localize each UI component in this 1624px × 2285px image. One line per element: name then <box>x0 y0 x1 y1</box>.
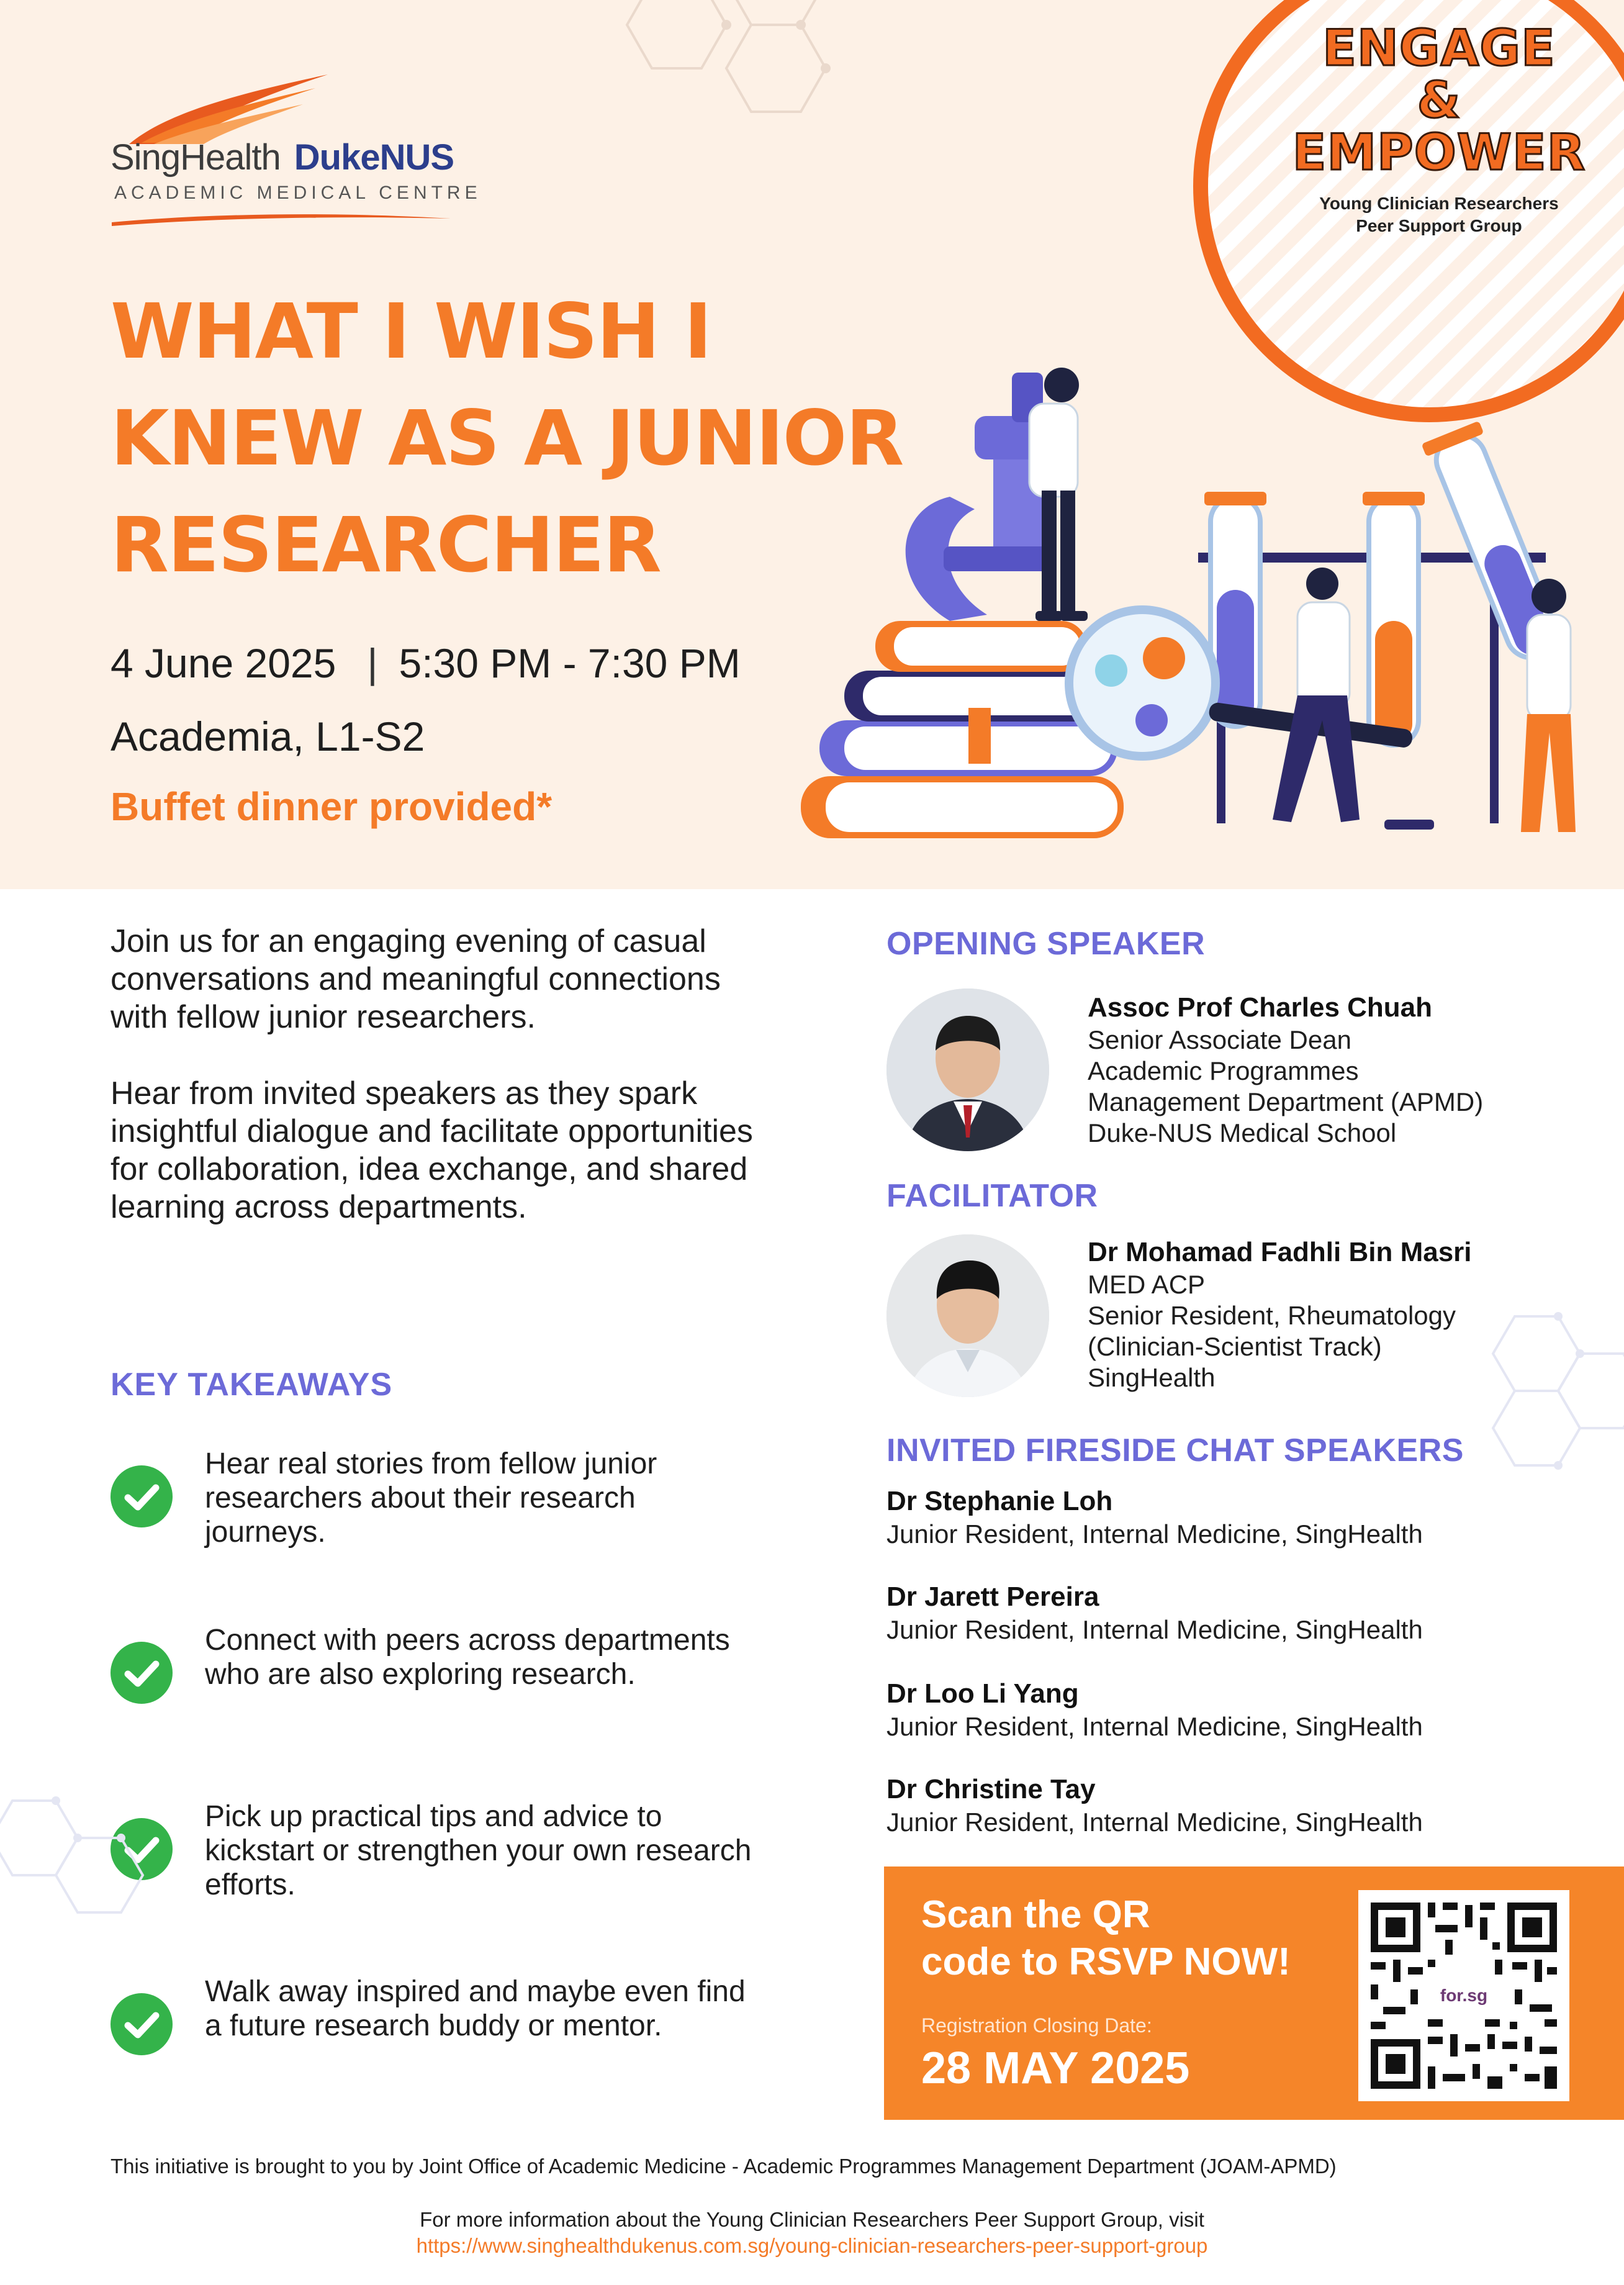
event-title-line2: KNEW AS A JUNIOR <box>111 394 903 482</box>
logo-underline <box>111 210 452 228</box>
fireside-speaker-name: Dr Christine Tay <box>886 1774 1096 1804</box>
brand-dukenus: DukeNUS <box>294 137 454 178</box>
opening-speaker-photo <box>886 989 1049 1151</box>
fireside-speaker-role: Junior Resident, Internal Medicine, SingHealth <box>886 1615 1423 1644</box>
event-date: 4 June 2025 <box>111 640 336 686</box>
opening-speaker-heading: OPENING SPEAKER <box>886 926 1206 962</box>
check-circle-icon <box>111 1642 173 1704</box>
brand-text <box>111 137 454 178</box>
food-note: Buffet dinner provided* <box>111 784 553 829</box>
intro-paragraph-1: Join us for an engaging evening of casual conversations and meaningful connections with fellow junior researchers. <box>111 923 721 1035</box>
facilitator-photo <box>886 1234 1049 1397</box>
fireside-speaker-role: Junior Resident, Internal Medicine, SingHealth <box>886 1519 1423 1549</box>
facilitator-line1: MED ACP <box>1088 1270 1206 1299</box>
qr-center-label: for.sg <box>1428 1981 1500 2011</box>
takeaway-item <box>111 1623 769 1735</box>
facilitator-name: Dr Mohamad Fadhli Bin Masri <box>1088 1237 1472 1267</box>
badge-subtitle-line2: Peer Support Group <box>1356 216 1522 235</box>
fireside-speaker-name: Dr Jarett Pereira <box>886 1581 1099 1612</box>
opening-speaker-details <box>1088 992 1597 1149</box>
fireside-speaker <box>886 1676 1607 1742</box>
fireside-speaker <box>886 1580 1607 1645</box>
registration-closing-date: 28 MAY 2025 <box>921 2043 1190 2093</box>
singhealth-dukenus-logo <box>111 70 482 231</box>
takeaway-text: Pick up practical tips and advice to kickstart or strengthen your own research efforts. <box>205 1800 752 1901</box>
rsvp-title-line1: Scan the QR <box>921 1893 1150 1936</box>
intro-paragraph-2: Hear from invited speakers as they spark insightful dialogue and facilitate opportunities for collaboration, idea exchange, and shared learning across departments. <box>111 1075 753 1225</box>
facilitator-line4: SingHealth <box>1088 1363 1216 1392</box>
takeaway-item <box>111 1975 769 2086</box>
event-date-time <box>111 640 741 687</box>
intro-text <box>111 923 769 1265</box>
fireside-speaker <box>886 1484 1607 1550</box>
takeaway-text: Hear real stories from fellow junior researchers about their research journeys. <box>205 1447 657 1549</box>
opening-speaker-line4: Duke-NUS Medical School <box>1088 1118 1397 1147</box>
event-time: 5:30 PM - 7:30 PM <box>399 640 741 686</box>
check-circle-icon <box>111 1818 173 1880</box>
takeaway-text: Connect with peers across departments who are also exploring research. <box>205 1624 730 1691</box>
fireside-speaker-role: Junior Resident, Internal Medicine, SingHealth <box>886 1712 1423 1741</box>
badge-subtitle <box>1247 192 1624 237</box>
event-title-line1: WHAT I WISH I <box>111 287 711 376</box>
fireside-speaker-name: Dr Stephanie Loh <box>886 1486 1113 1516</box>
fireside-speaker-name: Dr Loo Li Yang <box>886 1678 1079 1709</box>
fireside-heading: INVITED FIRESIDE CHAT SPEAKERS <box>886 1432 1464 1468</box>
registration-closing-label: Registration Closing Date: <box>921 2014 1152 2037</box>
rsvp-box <box>884 1866 1624 2120</box>
initiative-note: This initiative is brought to you by Joint Office of Academic Medicine - Academic Programmes Management Department (JOAM-APMD) <box>111 2155 1337 2178</box>
facilitator-line2: Senior Resident, Rheumatology <box>1088 1301 1456 1330</box>
event-title-line3: RESEARCHER <box>111 501 661 589</box>
rsvp-title <box>921 1891 1291 1986</box>
fireside-speaker <box>886 1772 1607 1838</box>
badge-word-engage: ENGAGE <box>1322 19 1556 77</box>
opening-speaker-line3: Management Department (APMD) <box>1088 1087 1484 1116</box>
more-info-text: For more information about the Young Clinician Researchers Peer Support Group, visit <box>420 2208 1204 2231</box>
takeaway-item <box>111 1447 769 1559</box>
opening-speaker-line1: Senior Associate Dean <box>1088 1025 1351 1054</box>
brand-subtitle: ACADEMIC MEDICAL CENTRE <box>114 183 482 203</box>
badge-word-ampersand: & <box>1417 71 1461 129</box>
hexagon-pattern <box>596 0 919 137</box>
facilitator-heading: FACILITATOR <box>886 1178 1098 1214</box>
check-circle-icon <box>111 1465 173 1527</box>
opening-speaker-name: Assoc Prof Charles Chuah <box>1088 992 1433 1023</box>
opening-speaker-line2: Academic Programmes <box>1088 1056 1359 1085</box>
key-takeaways-heading: KEY TAKEAWAYS <box>111 1367 393 1403</box>
badge-word-empower: EMPOWER <box>1292 124 1586 181</box>
badge-content <box>1247 19 1624 237</box>
event-venue: Academia, L1-S2 <box>111 713 425 759</box>
takeaway-text: Walk away inspired and maybe even find a future research buddy or mentor. <box>205 1975 746 2042</box>
badge-subtitle-line1: Young Clinician Researchers <box>1319 194 1559 213</box>
event-title <box>111 278 992 599</box>
fireside-speaker-role: Junior Resident, Internal Medicine, SingHealth <box>886 1808 1423 1837</box>
rsvp-title-line2: code to RSVP NOW! <box>921 1940 1291 1983</box>
facilitator-details <box>1088 1237 1597 1393</box>
facilitator-line3: (Clinician-Scientist Track) <box>1088 1332 1382 1361</box>
takeaway-item <box>111 1799 769 1911</box>
brand-singhealth: SingHealth <box>111 137 281 178</box>
check-circle-icon <box>111 1993 173 2055</box>
date-time-separator: | <box>367 640 378 686</box>
more-info-link[interactable]: https://www.singhealthdukenus.com.sg/young-clinician-researchers-peer-support-group <box>416 2234 1208 2257</box>
rsvp-qr-code[interactable] <box>1358 1890 1569 2101</box>
